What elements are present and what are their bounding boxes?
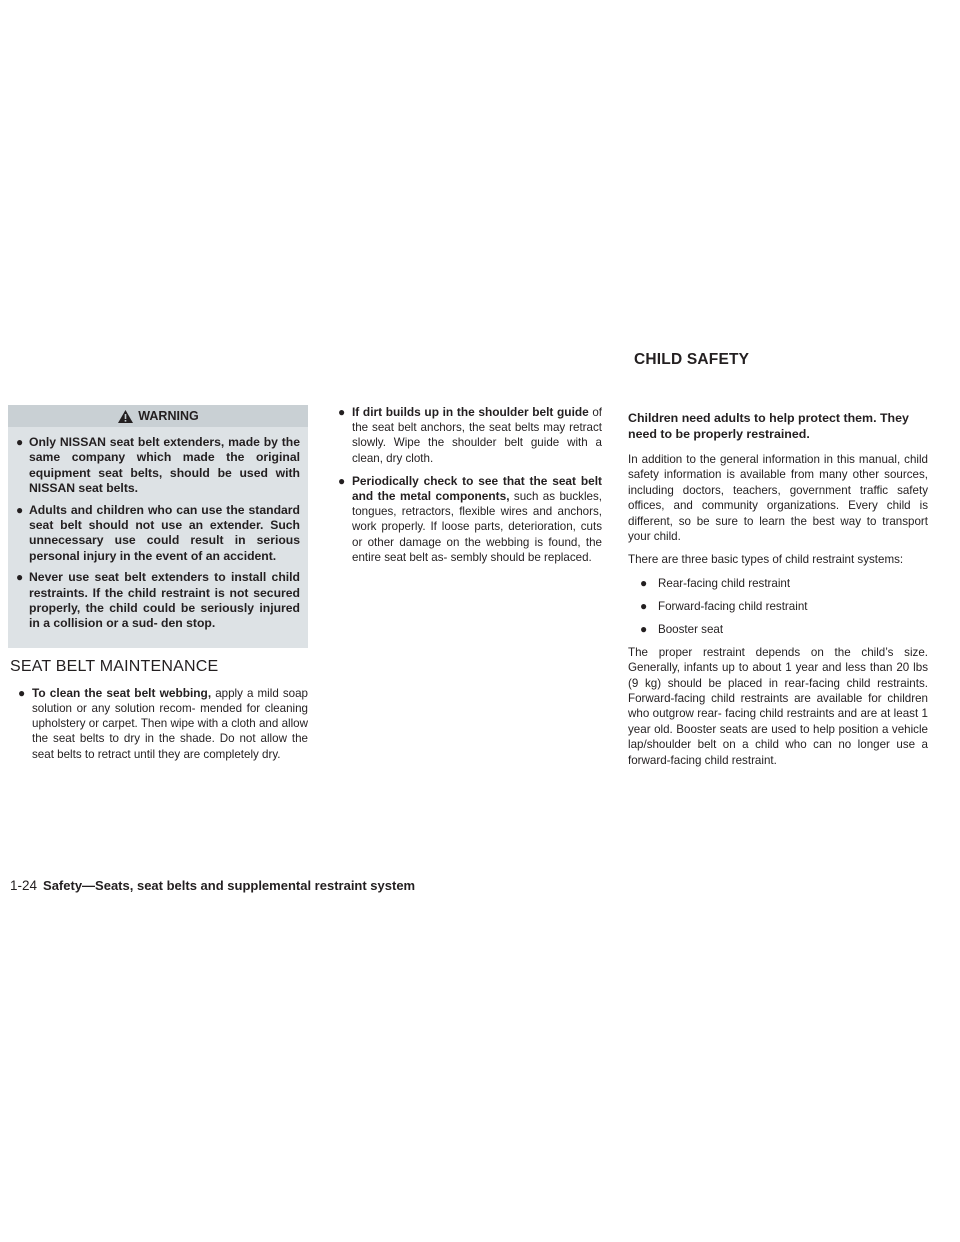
column-middle	[338, 405, 602, 573]
maintenance-heading: SEAT BELT MAINTENANCE	[10, 657, 219, 675]
chapter-title: Safety—Seats, seat belts and supplemental restraint system	[43, 878, 416, 893]
page-number: 1-24	[10, 878, 38, 893]
child-safety-paragraph: The proper restraint depends on the child’s size. Generally, infants up to about 1 year and less than 20 lbs (9 kg) should be placed in rear-facing child restraints. Forward-facing child restraints are available for children who outgrow rear- facing child restraints and are at least 1 year old. Booster seats are used to help position a vehicle lap/shoulder belt on a child who can no longer use a forward-facing child restraint.	[628, 645, 928, 767]
bullet-icon: ●	[16, 435, 24, 449]
bullet-icon: ●	[640, 575, 648, 590]
restraint-type-label: Booster seat	[658, 622, 724, 636]
warning-item	[16, 503, 300, 565]
restraint-type-label: Rear-facing child restraint	[658, 576, 791, 590]
child-safety-intro: Children need adults to help protect them. They need to be properly restrained.	[628, 411, 909, 441]
warning-item-text: Adults and children who can use the standard seat belt should not use an extender. Such unnecessary use could result in serious personal injury in the event of an accident.	[29, 502, 300, 563]
maintenance-item-lead: If dirt builds up in the shoulder belt guide	[352, 405, 589, 419]
maintenance-item-body: such as buckles, tongues, retractors, flexible wires and anchors, work properly. If loose parts, deterioration, cuts or other damage on the webbing is found, the entire seat belt as- sembly should be replaced.	[352, 490, 602, 564]
bullet-icon: ●	[16, 502, 24, 517]
warning-list	[16, 435, 300, 632]
maintenance-item	[338, 405, 602, 466]
restraint-type-item	[628, 599, 928, 614]
bullet-icon: ●	[338, 405, 346, 419]
warning-item	[16, 435, 300, 497]
maintenance-item-text	[352, 405, 602, 466]
maintenance-item-body: apply a mild soap solution or any solution recom- mended for cleaning upholstery or carpet. Then wipe with a cloth and allow the seat belts to dry in the shade. Do not allow the seat belts to retract until they are completely dry.	[32, 686, 308, 761]
column-left	[8, 405, 308, 770]
warning-box	[8, 405, 308, 648]
maintenance-item-lead: Periodically check to see that the seat belt and the metal components,	[352, 473, 602, 504]
restraint-type-label: Forward-facing child restraint	[658, 599, 808, 613]
warning-item-text: Never use seat belt extenders to install child restraints. If the child restraint is not secured properly, the child could be seriously injured in a collision or a sud- den stop.	[29, 570, 300, 631]
child-safety-paragraph: In addition to the general information in this manual, child safety information is available from many other sources, including doctors, teachers, government traffic safety offices, and community organizations. Every child is different, so be sure to learn the best way to transport your child.	[628, 453, 928, 544]
bullet-icon: ●	[640, 598, 648, 613]
maintenance-item-body: of the seat belt anchors, the seat belts may retract slowly. Wipe the shoulder belt guide with a clean, dry cloth.	[352, 406, 603, 465]
bullet-icon: ●	[16, 570, 24, 585]
bullet-icon: ●	[338, 473, 346, 488]
column-right	[628, 410, 928, 776]
bullet-icon: ●	[640, 621, 648, 636]
page-footer	[10, 878, 415, 893]
warning-label: WARNING	[138, 409, 199, 423]
warning-header	[8, 405, 308, 427]
maintenance-item	[338, 474, 602, 565]
maintenance-item-text	[352, 474, 602, 565]
maintenance-item	[8, 686, 308, 762]
child-safety-paragraph: There are three basic types of child restraint systems:	[628, 553, 904, 567]
warning-item	[16, 570, 300, 632]
restraint-type-item	[628, 576, 928, 591]
section-title: CHILD SAFETY	[634, 351, 750, 368]
warning-triangle-icon	[117, 409, 134, 424]
maintenance-item-lead: To clean the seat belt webbing,	[32, 685, 212, 700]
bullet-icon: ●	[18, 685, 26, 700]
restraint-type-item	[628, 622, 928, 637]
warning-item-text: Only NISSAN seat belt extenders, made by the same company which made the original equipment seat belts, should be used with NISSAN seat belts.	[29, 435, 300, 496]
maintenance-item-text	[32, 686, 308, 762]
